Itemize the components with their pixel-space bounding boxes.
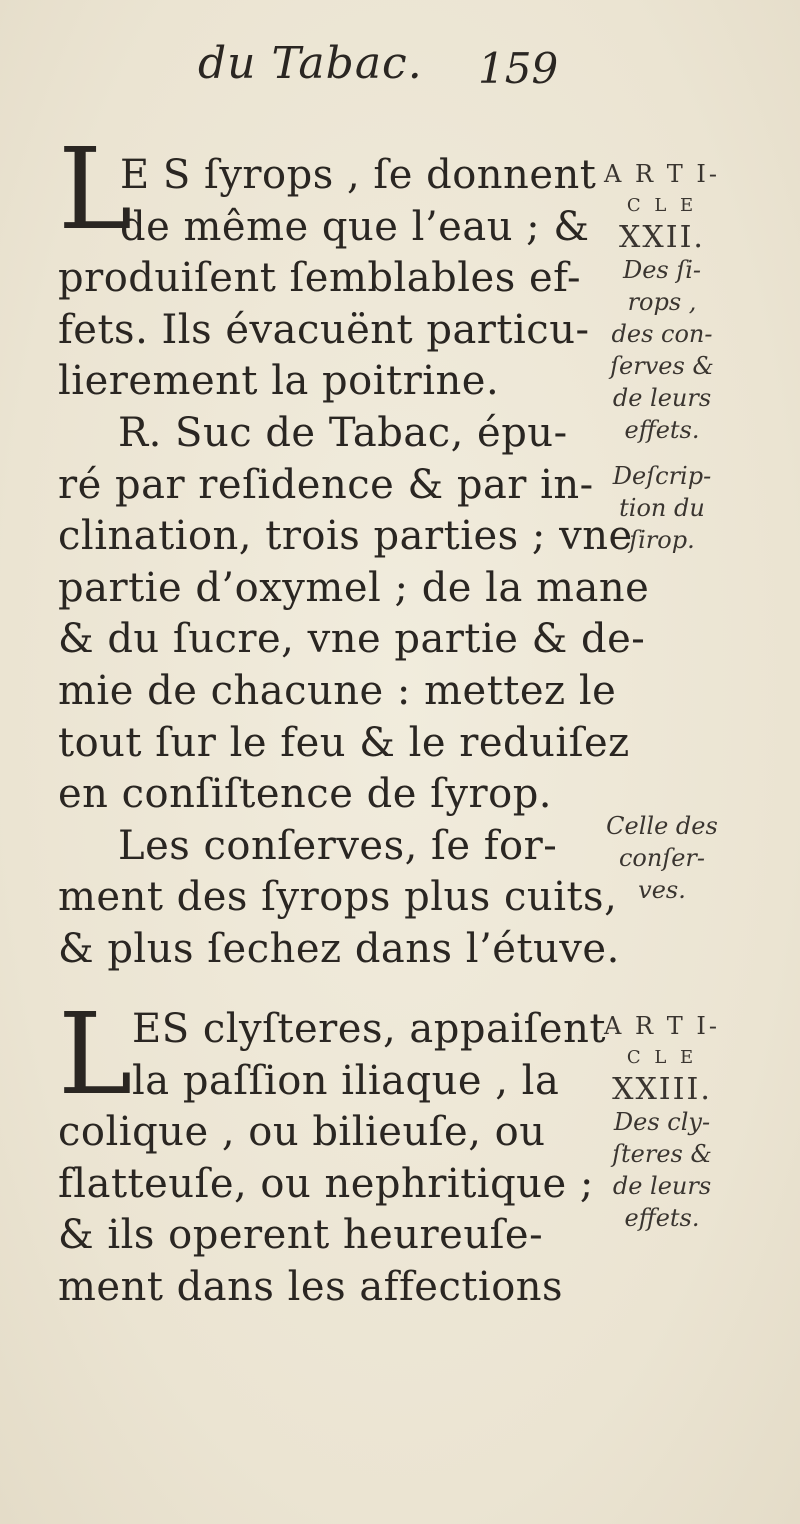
text-line: la paſſion iliaque , la bbox=[132, 1057, 560, 1104]
page-number: 159 bbox=[478, 44, 559, 93]
text-line: Les conſerves, ſe for- bbox=[118, 822, 558, 869]
margin-conserves-line: Celle des bbox=[606, 812, 718, 840]
margin-article-label: C L E bbox=[626, 195, 698, 216]
drop-cap-initial: L bbox=[58, 990, 133, 1120]
text-line: & ils operent heureuſe- bbox=[58, 1212, 544, 1259]
margin-description-line: Deſcrip- bbox=[612, 462, 712, 490]
margin-title-line: de leurs bbox=[612, 1172, 712, 1200]
margin-note-article-22 bbox=[577, 158, 747, 556]
margin-title-line: ſteres & bbox=[612, 1140, 712, 1168]
text-line: en conſiſtence de ſyrop. bbox=[58, 771, 553, 818]
text-line: fets. Ils évacuënt particu- bbox=[58, 306, 590, 353]
article-23-text bbox=[58, 990, 606, 1314]
margin-note-article-23 bbox=[577, 1010, 747, 1234]
margin-conserves-line: ves. bbox=[638, 876, 686, 904]
margin-title-line: effets. bbox=[624, 1204, 700, 1232]
text-line: ES clyſteres, appaiſent bbox=[132, 1006, 606, 1052]
margin-title-line: Des ſi- bbox=[622, 256, 702, 284]
margin-title-line: effets. bbox=[624, 416, 700, 444]
text-line: produiſent ſemblables ef- bbox=[58, 255, 582, 302]
margin-article-number: XXII. bbox=[619, 220, 705, 255]
margin-title-line: des con- bbox=[611, 320, 713, 348]
margin-title-line: Des cly- bbox=[613, 1108, 711, 1136]
margin-conserves-line: conſer- bbox=[618, 844, 705, 872]
text-line: tout ſur le feu & le reduiſez bbox=[58, 719, 630, 766]
text-line: de même que l’eau ; & bbox=[120, 203, 590, 250]
text-line: lierement la poitrine. bbox=[58, 358, 500, 405]
text-line: partie d’oxymel ; de la mane bbox=[58, 564, 650, 611]
text-line: E S ſyrops , ſe donnent bbox=[120, 152, 597, 198]
running-title: du Tabac. bbox=[198, 38, 423, 89]
text-line: ré par reſidence & par in- bbox=[58, 461, 594, 508]
text-line: ment des ſyrops plus cuits, bbox=[58, 874, 618, 921]
text-line: & du ſucre, vne partie & de- bbox=[58, 616, 646, 663]
text-line: colique , ou bilieuſe, ou bbox=[58, 1109, 546, 1156]
page-header bbox=[0, 38, 800, 98]
margin-article-label: A R T I- bbox=[604, 1012, 720, 1040]
margin-note-conserves bbox=[577, 810, 747, 906]
margin-article-label: A R T I- bbox=[604, 160, 720, 188]
text-line: clination, trois parties ; vne bbox=[58, 513, 633, 560]
margin-title-line: de leurs bbox=[612, 384, 712, 412]
drop-cap-initial: L bbox=[58, 125, 133, 255]
margin-article-label: C L E bbox=[626, 1047, 698, 1068]
margin-description-line: tion du bbox=[619, 494, 705, 522]
margin-title-line: ſerves & bbox=[610, 352, 714, 380]
article-22-text bbox=[58, 150, 650, 976]
text-line: R. Suc de Tabac, épu- bbox=[118, 409, 568, 456]
text-line: flatteuſe, ou nephritique ; bbox=[58, 1160, 594, 1207]
margin-title-line: rops , bbox=[627, 288, 697, 316]
text-line: ment dans les affections bbox=[58, 1263, 564, 1310]
text-line: & plus ſechez dans l’étuve. bbox=[58, 925, 620, 972]
margin-article-number: XXIII. bbox=[612, 1072, 712, 1107]
margin-description-line: ſirop. bbox=[629, 526, 695, 554]
text-line: mie de chacune : mettez le bbox=[58, 667, 617, 714]
